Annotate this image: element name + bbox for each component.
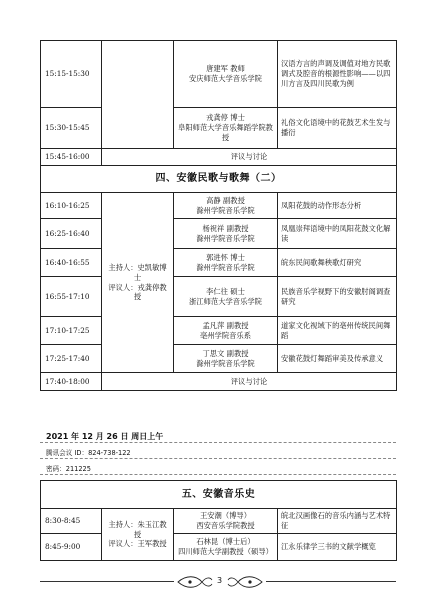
meeting-id: 腾讯会议 ID：824-738-122	[46, 449, 131, 457]
section-header-row	[41, 481, 397, 509]
table-row	[41, 534, 397, 561]
table-row	[41, 219, 397, 249]
session-time: 16:25-16:40	[41, 219, 102, 249]
talk-topic: 礼俗文化语境中的花鼓艺术生发与播衍	[278, 108, 397, 149]
session-time: 16:40-16:55	[41, 249, 102, 277]
session-time: 15:15-15:30	[41, 41, 102, 108]
session-time: 8:30-8:45	[41, 509, 102, 534]
session-time: 17:10-17:25	[41, 317, 102, 345]
divider	[40, 442, 396, 443]
talk-topic: 皖东民间歌舞秧歌灯研究	[278, 249, 397, 277]
talk-topic: 道家文化视域下的亳州传统民间舞蹈	[278, 317, 397, 345]
table-row	[41, 373, 397, 391]
table-row	[41, 317, 397, 345]
section-title: 五、安徽音乐史	[41, 481, 397, 509]
speaker-info: 戎龚停 博士 阜阳师范大学音乐舞蹈学院教授	[174, 108, 278, 149]
session-time: 17:25-17:40	[41, 345, 102, 373]
schedule-table-top	[40, 40, 397, 391]
speaker-info: 石林昆（博士后） 四川师范大学副教授（硕导）	[174, 534, 278, 561]
table-row	[41, 249, 397, 277]
chair-reviewer: 主持人：朱玉江教授 评议人：王军教授	[102, 509, 174, 561]
speaker-info: 丁思文 副教授 滁州学院音乐学院	[174, 345, 278, 373]
talk-topic: 凤阳花鼓的动作形态分析	[278, 193, 397, 219]
speaker-info: 唐建军 教师 安庆师范大学音乐学院	[174, 41, 278, 108]
table-row	[41, 509, 397, 534]
speaker-info: 王安潮（博导） 西安音乐学院教授	[174, 509, 278, 534]
speaker-info: 高静 副教授 滁州学院音乐学院	[174, 193, 278, 219]
session-time: 15:30-15:45	[41, 108, 102, 149]
table-row	[41, 108, 397, 149]
discussion-label: 评议与讨论	[102, 149, 397, 166]
meeting-password: 密码：211225	[46, 465, 91, 473]
session-time: 16:55-17:10	[41, 277, 102, 317]
discussion-label: 评议与讨论	[102, 373, 397, 391]
talk-topic: 民族音乐学视野下的安徽肘阁调查研究	[278, 277, 397, 317]
section-title: 四、安徽民歌与歌舞（二）	[41, 166, 397, 193]
page-number: 3	[216, 576, 223, 585]
speaker-info: 杨祝祥 副教授 滁州学院音乐学院	[174, 219, 278, 249]
speaker-info: 郭进怀 博士 滁州学院音乐学院	[174, 249, 278, 277]
table-row	[41, 277, 397, 317]
session-time: 15:45-16:00	[41, 149, 102, 166]
session-time: 16:10-16:25	[41, 193, 102, 219]
table-row	[41, 345, 397, 373]
session-date: 2021 年 12 月 26 日 周日上午	[46, 432, 164, 441]
table-row	[41, 193, 397, 219]
chair-cell	[102, 41, 174, 149]
talk-topic: 皖北汉画像石的音乐内涵与艺术特征	[278, 509, 397, 534]
table-row	[41, 41, 397, 108]
chair-reviewer: 主持人：史凯敏博士 评议人：戎龚停教授	[102, 193, 174, 373]
divider	[40, 474, 396, 475]
schedule-table-bottom	[40, 480, 397, 561]
session-time: 8:45-9:00	[41, 534, 102, 561]
talk-topic: 江永乐律学三书的文献学概览	[278, 534, 397, 561]
section-header-row	[41, 166, 397, 193]
talk-topic: 汉语方言的声调及调值对地方民歌调式及腔音的根源性影响——以四川方言及四川民歌为例	[278, 41, 397, 108]
speaker-info: 孟凡萍 副教授 亳州学院音乐系	[174, 317, 278, 345]
talk-topic: 凤凰崇拜语境中的凤阳花鼓文化解读	[278, 219, 397, 249]
talk-topic: 安徽花鼓灯舞蹈审美及传承意义	[278, 345, 397, 373]
session-time: 17:40-18:00	[41, 373, 102, 391]
table-row	[41, 149, 397, 166]
speaker-info: 李仁往 硕士 浙江师范大学音乐学院	[174, 277, 278, 317]
divider	[40, 458, 396, 459]
